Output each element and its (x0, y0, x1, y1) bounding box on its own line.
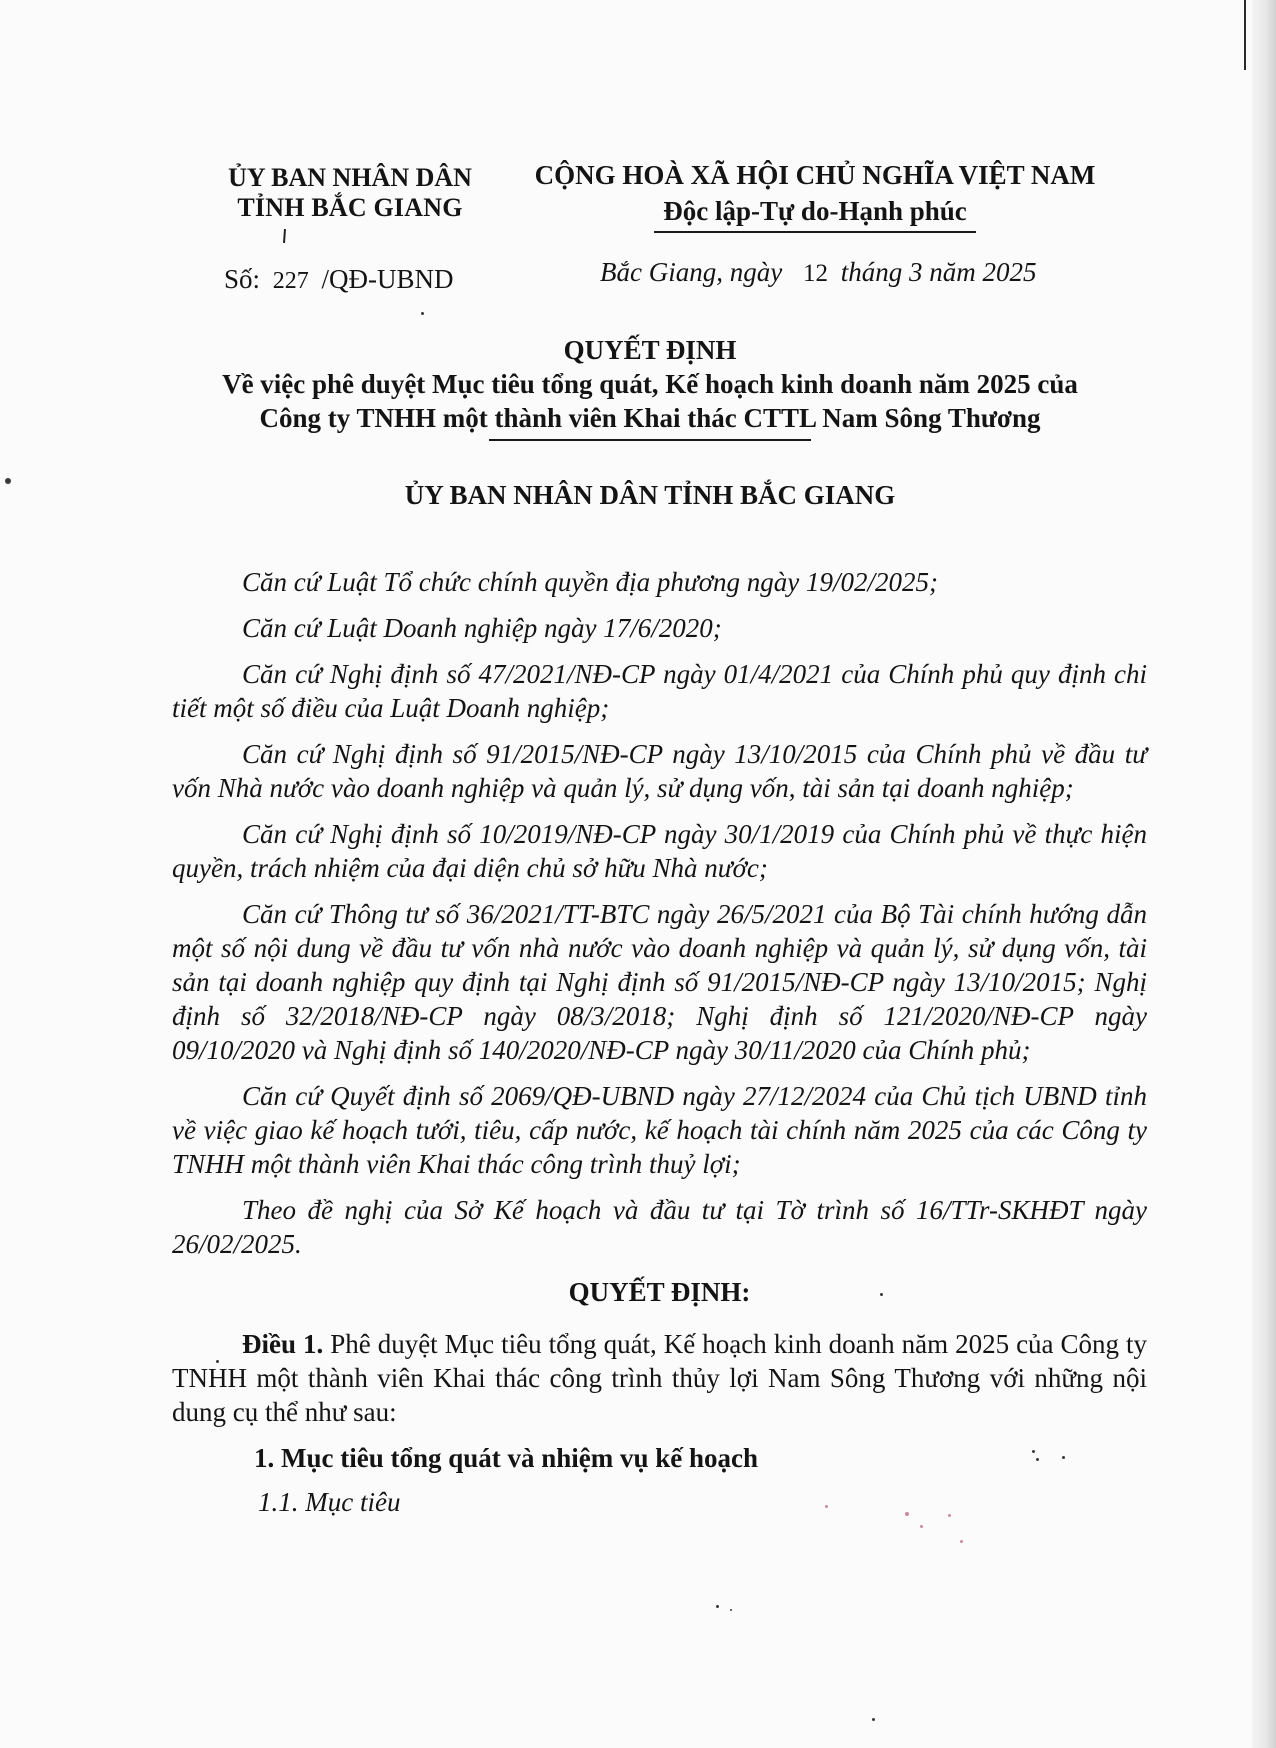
number-prefix: Số: (224, 264, 261, 294)
legal-basis-6: Căn cứ Thông tư số 36/2021/TT-BTC ngày 26/5/2021 của Bộ Tài chính hướng dẫn một số nội dung về đầu tư vốn nhà nước vào doanh nghiệp và quản lý, sử dụng vốn, tài sản tại doanh nghiệp quy định tại Nghị định số 91/2015/NĐ-CP ngày 13/10/2015; Nghị định số 32/2018/NĐ-CP ngày 08/3/2018; Nghị định số 121/2020/NĐ-CP ngày 09/10/2020 và Nghị định số 140/2020/NĐ-CP ngày 30/11/2020 của Chính phủ; (172, 899, 1147, 1065)
date-day: 12 (802, 260, 828, 287)
scan-speckle (716, 1605, 719, 1608)
motto-underline (654, 231, 976, 233)
scan-edge-line (1244, 0, 1246, 70)
proposal-basis: Theo đề nghị của Sở Kế hoạch và đầu tư tại Tờ trình số 16/TTr-SKHĐT ngày 26/02/2025. (172, 1195, 1147, 1259)
scan-speckle (872, 1718, 875, 1721)
article-1-label: Điều 1. (242, 1329, 324, 1359)
legal-basis-2: Căn cứ Luật Doanh nghiệp ngày 17/6/2020; (242, 613, 722, 643)
republic-name: CỘNG HOÀ XÃ HỘI CHỦ NGHĨA VIỆT NAM (534, 160, 1096, 190)
article-1 (172, 1327, 1147, 1429)
subsection-1-1-heading: 1.1. Mục tiêu (258, 1487, 401, 1517)
document-number (224, 264, 454, 295)
issuing-agency (200, 163, 500, 223)
scan-speckle (1032, 1450, 1035, 1453)
national-motto: Độc lập-Tự do-Hạnh phúc (663, 196, 967, 226)
decision-heading: QUYẾT ĐỊNH: (568, 1277, 751, 1307)
scan-speckle (5, 478, 11, 484)
scan-speckle (730, 1609, 732, 1611)
decision-title (170, 333, 1130, 441)
date-rest: tháng 3 năm 2025 (840, 257, 1037, 287)
legal-basis-7: Căn cứ Quyết định số 2069/QĐ-UBND ngày 27/12/2024 của Chủ tịch UBND tỉnh về việc giao kế hoạch tưới, tiêu, cấp nước, kế hoạch tài chính năm 2025 của các Công ty TNHH một thành viên Khai thác công trình thuỷ lợi; (172, 1081, 1147, 1179)
article-1-text: Phê duyệt Mục tiêu tổng quát, Kế hoạch kinh doanh năm 2025 của Công ty TNHH một thành viên Khai thác công trình thủy lợi Nam Sông Thương với những nội dung cụ thể như sau: (172, 1329, 1148, 1427)
legal-basis-3: Căn cứ Nghị định số 47/2021/NĐ-CP ngày 01/4/2021 của Chính phủ quy định chi tiết một số điều của Luật Doanh nghiệp; (172, 659, 1147, 723)
agency-line-2: TỈNH BẮC GIANG (237, 193, 463, 222)
legal-basis-1: Căn cứ Luật Tổ chức chính quyền địa phương ngày 19/02/2025; (242, 567, 939, 597)
legal-basis-5: Căn cứ Nghị định số 10/2019/NĐ-CP ngày 30/1/2019 của Chính phủ về thực hiện quyền, trách nhiệm của đại diện chủ sở hữu Nhà nước; (172, 819, 1147, 883)
scan-speckle (1036, 1458, 1039, 1461)
number-value: 227 (272, 268, 309, 294)
legal-basis-4: Căn cứ Nghị định số 91/2015/NĐ-CP ngày 13/10/2015 của Chính phủ về đầu tư vốn Nhà nước vào doanh nghiệp và quản lý, sử dụng vốn, tài sản tại doanh nghiệp; (172, 739, 1147, 803)
section-1-heading: 1. Mục tiêu tổng quát và nhiệm vụ kế hoạch (254, 1443, 759, 1473)
scan-speckle (1062, 1456, 1065, 1459)
scan-speckle (905, 1512, 909, 1516)
scan-speckle (825, 1505, 828, 1508)
date-place: Bắc Giang, ngày (600, 257, 783, 287)
number-suffix: /QĐ-UBND (321, 264, 454, 294)
scan-speckle (421, 312, 424, 315)
scan-speckle (880, 1293, 883, 1296)
national-header (520, 157, 1110, 233)
scan-speckle (216, 1360, 219, 1363)
issuer-heading: ỦY BAN NHÂN DÂN TỈNH BẮC GIANG (404, 480, 896, 510)
scan-speckle (960, 1540, 963, 1543)
title-heading: QUYẾT ĐỊNH (563, 335, 737, 365)
title-line-1: Về việc phê duyệt Mục tiêu tổng quát, Kế hoạch kinh doanh năm 2025 của (222, 369, 1078, 399)
agency-underline-mark (283, 229, 287, 243)
scan-speckle (920, 1525, 923, 1528)
document-body (172, 565, 1147, 1519)
title-underline (489, 439, 811, 441)
title-line-2: Công ty TNHH một thành viên Khai thác CTTL Nam Sông Thương (259, 403, 1041, 433)
agency-line-1: ỦY BAN NHÂN DÂN (228, 163, 472, 192)
scan-edge (1252, 0, 1276, 1748)
document-date (600, 257, 1036, 288)
scan-speckle (948, 1514, 951, 1517)
